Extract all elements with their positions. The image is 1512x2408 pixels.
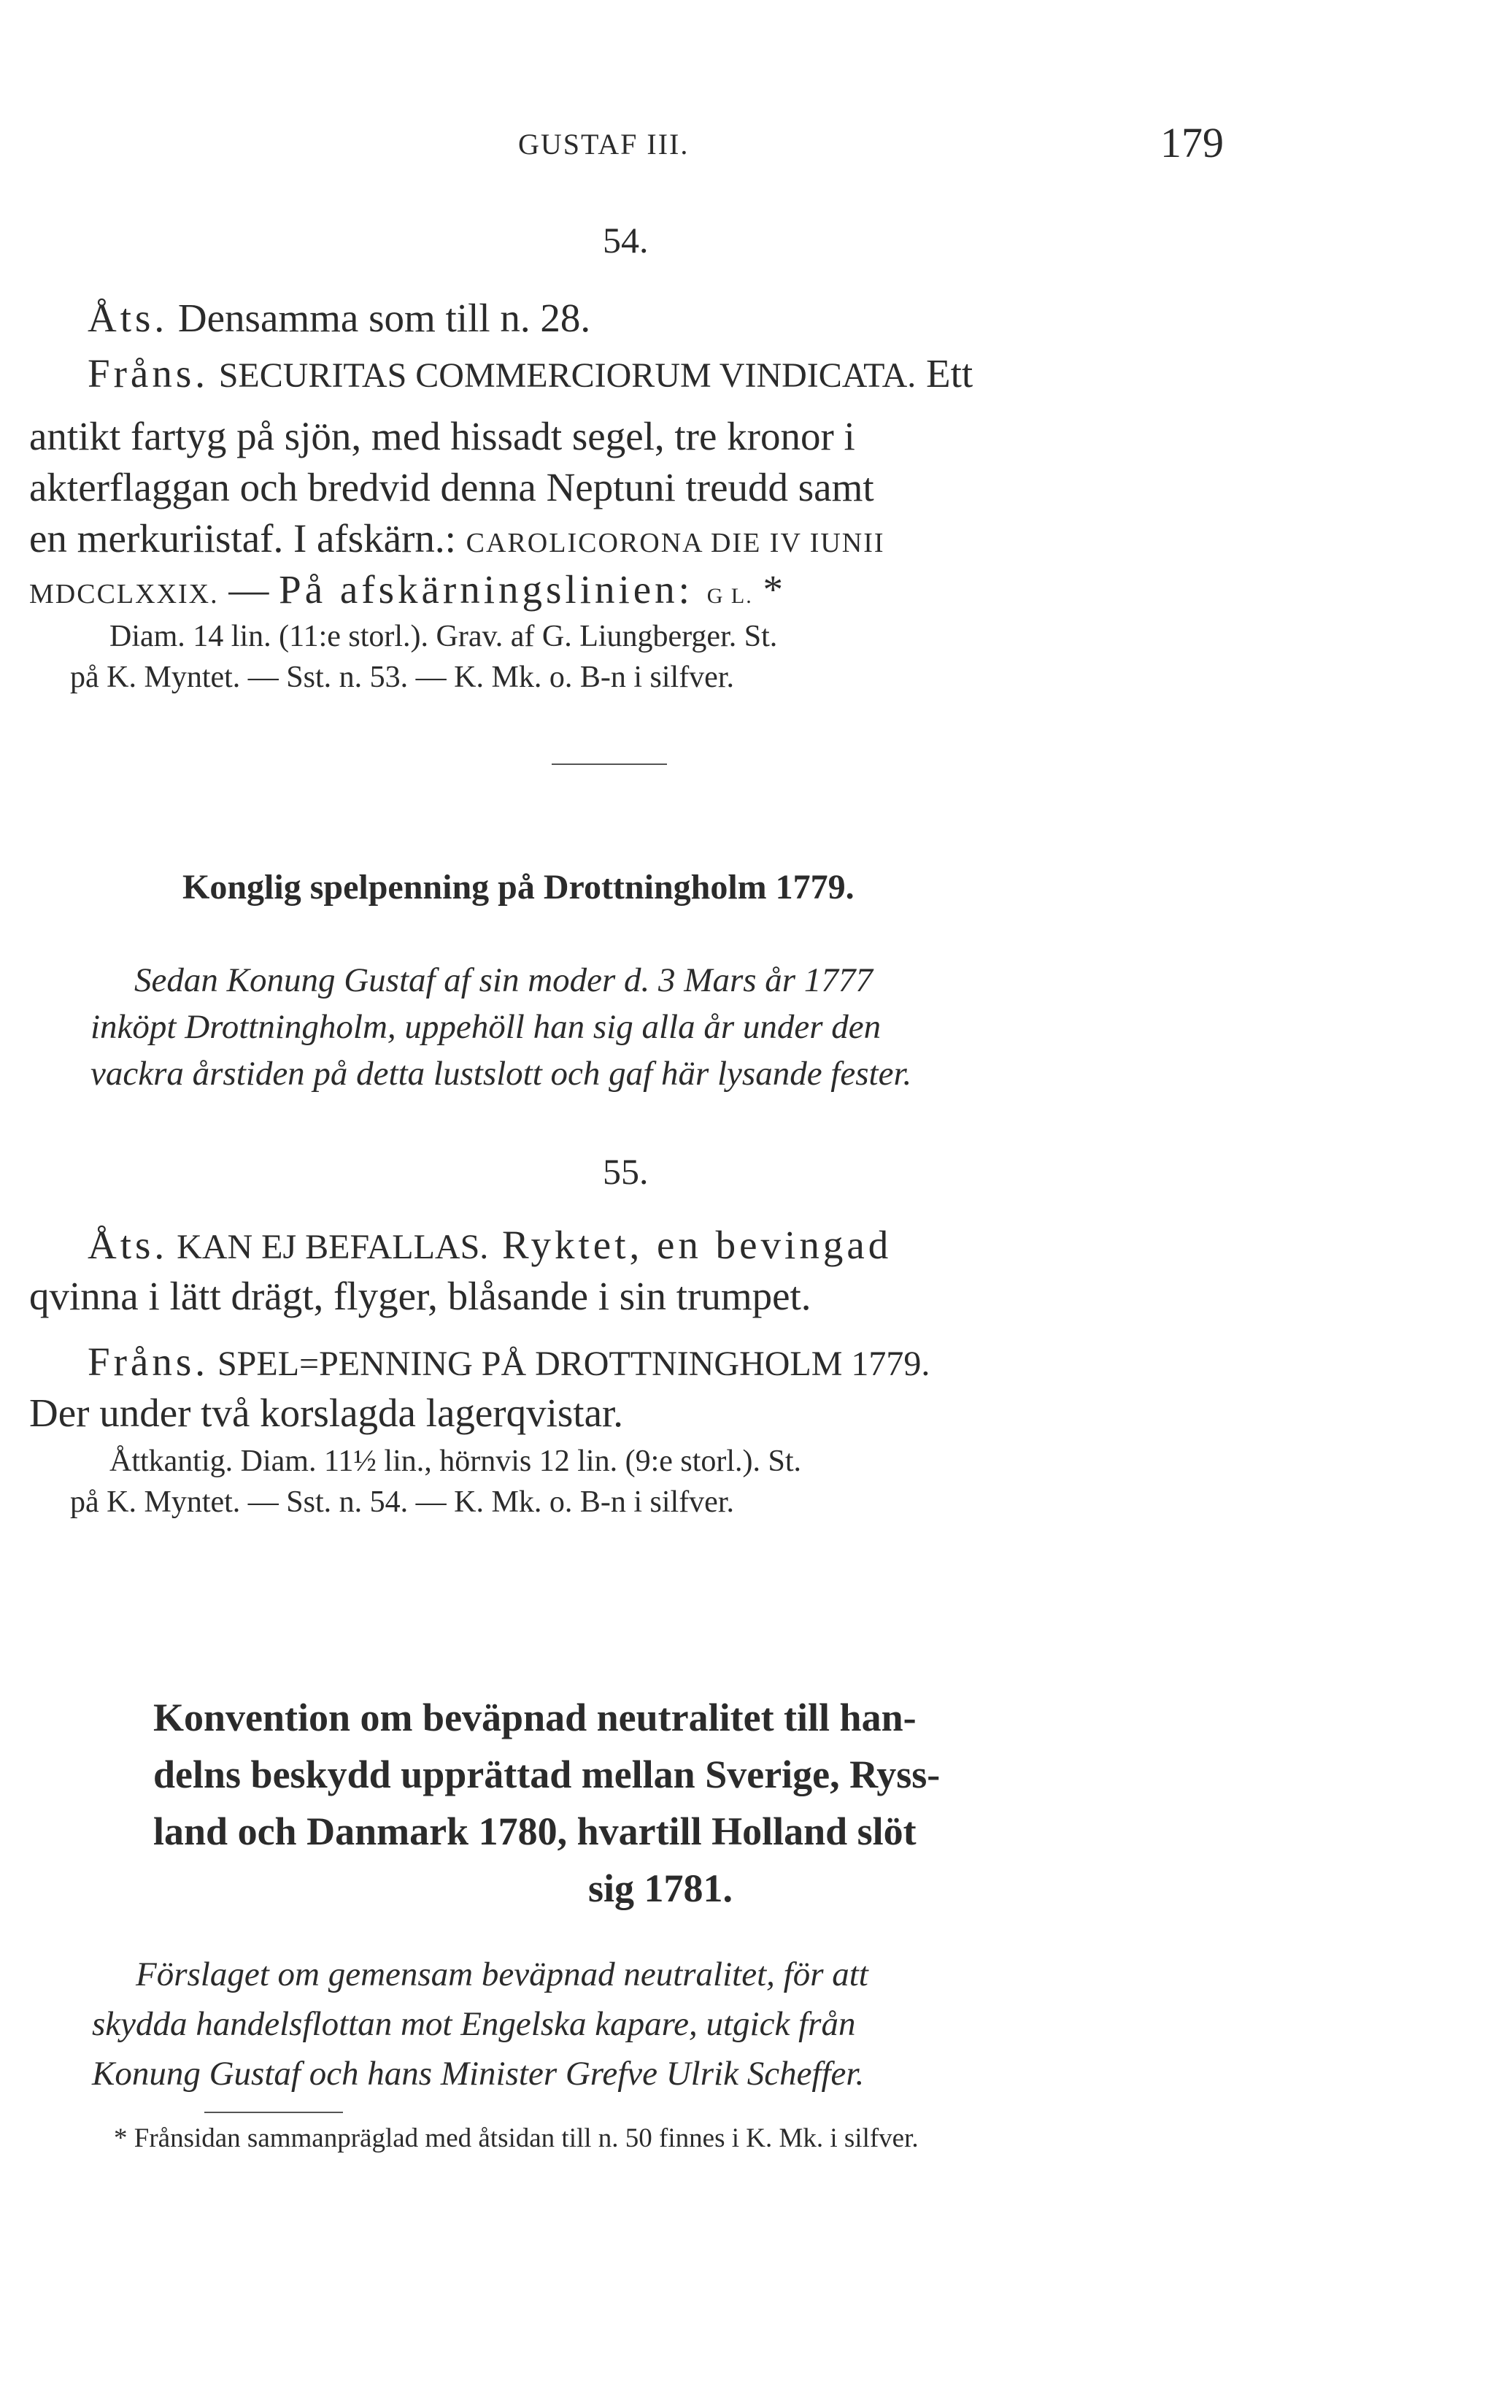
section-heading-line-1: Konvention om beväpnad neutralitet till han-	[153, 1696, 917, 1739]
entry-number-55: 55.	[603, 1151, 649, 1192]
entry55-line-4: Der under två korslagda lagerqvistar.	[29, 1390, 624, 1435]
running-header-title: GUSTAF III.	[518, 128, 690, 161]
exergue-date: MDCCLXXIX.	[29, 579, 219, 609]
exergue-legend: CAROLICORONA DIE IV IUNII	[466, 528, 885, 558]
reverse-legend: SECURITAS COMMERCIORUM VINDICATA.	[218, 356, 917, 395]
obverse-text: Densamma som till n. 28.	[177, 296, 591, 340]
obverse-label: Åts.	[88, 296, 169, 340]
entry55-detail-1: Åttkantig. Diam. 11½ lin., hörnvis 12 lin. (9:e storl.). St.	[109, 1445, 802, 1478]
section-heading-line-2: delns beskydd upprättad mellan Sverige, Ryss-	[153, 1753, 941, 1796]
entry54-obverse-line	[88, 295, 590, 341]
engraver-initials: G L.	[706, 584, 753, 608]
reverse-legend: SPEL=PENNING PÅ DROTTNINGHOLM 1779.	[208, 1345, 930, 1383]
line4-text: en merkuriistaf. I afskärn.:	[29, 516, 466, 561]
section1-intro-3: vackra årstiden på detta lustslott och gaf här lysande fester.	[90, 1055, 912, 1093]
page-number: 179	[1160, 119, 1224, 166]
section-heading-drottningholm: Konglig spelpenning på Drottningholm 1779.	[182, 868, 855, 907]
entry54-line-2: antikt fartyg på sjön, med hissadt segel, tre kronor i	[29, 414, 855, 458]
section2-intro-2: skydda handelsflottan mot Engelska kapare, utgick från	[92, 2005, 856, 2043]
section-heading-line-3: land och Danmark 1780, hvartill Holland slöt	[153, 1809, 917, 1853]
footnote-rule	[204, 2112, 343, 2113]
entry55-line-2: qvinna i lätt drägt, flyger, blåsande i sin trumpet.	[29, 1274, 811, 1318]
section2-intro-3: Konung Gustaf och hans Minister Grefve Ulrik Scheffer.	[92, 2055, 865, 2093]
line5-text: På afskärningslinien:	[279, 567, 707, 612]
reverse-text: Ett	[916, 351, 973, 396]
section2-intro-1: Förslaget om gemensam beväpnad neutralitet, för att	[136, 1955, 868, 1993]
section-heading-line-4: sig 1781.	[588, 1866, 733, 1910]
section1-intro-2: inköpt Drottningholm, uppehöll han sig alla år under den	[90, 1008, 882, 1046]
obverse-text: Ryktet, en bevingad	[488, 1223, 892, 1267]
entry54-line-5	[29, 566, 783, 612]
entry55-reverse-line	[88, 1339, 930, 1385]
footnote: * Frånsidan sammanpräglad med åtsidan till n. 50 finnes i K. Mk. i silfver.	[114, 2123, 919, 2153]
footnote-ref: *	[752, 567, 783, 612]
entry55-obverse-line	[88, 1222, 892, 1268]
section1-intro-1: Sedan Konung Gustaf af sin moder d. 3 Mars år 1777	[134, 961, 873, 999]
dash: —	[218, 567, 279, 612]
entry-number-54: 54.	[603, 220, 649, 261]
entry54-detail-1: Diam. 14 lin. (11:e storl.). Grav. af G. Liungberger. St.	[109, 620, 778, 653]
reverse-label: Fråns.	[88, 1339, 209, 1384]
entry54-line-4	[29, 515, 885, 561]
obverse-label: Åts.	[88, 1223, 169, 1267]
entry54-detail-2: på K. Myntet. — Sst. n. 53. — K. Mk. o. B-n i silfver.	[70, 661, 734, 694]
entry55-detail-2: på K. Myntet. — Sst. n. 54. — K. Mk. o. B-n i silfver.	[70, 1485, 734, 1519]
obverse-legend: KAN EJ BEFALLAS.	[168, 1228, 489, 1266]
entry54-line-3: akterflaggan och bredvid denna Neptuni treudd samt	[29, 465, 874, 509]
section-divider	[552, 763, 667, 765]
entry54-reverse-line	[88, 350, 973, 396]
reverse-label: Fråns.	[88, 351, 209, 396]
